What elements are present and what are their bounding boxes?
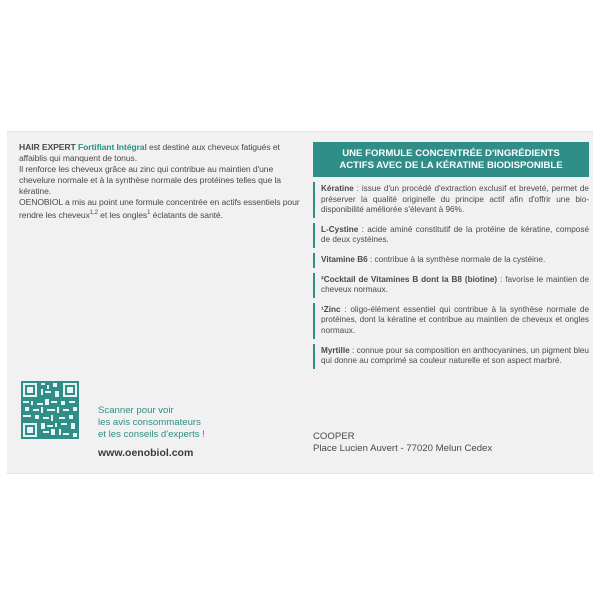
ingredient-name: ¹Zinc <box>321 304 341 314</box>
banner-line-2: ACTIFS AVEC DE LA KÉRATINE BIODISPONIBLE <box>339 159 563 171</box>
description-paragraph-3 <box>19 197 303 221</box>
scan-line-3: et les conseils d'experts ! <box>98 429 205 440</box>
ingredient-item <box>313 182 589 218</box>
ingredient-name: Kératine <box>321 184 354 193</box>
ingredient-item <box>313 273 589 298</box>
description-text-3a: OENOBIOL a mis au point une formule concentrée en actifs essentiels pour rendre les cheveux <box>19 197 300 220</box>
ingredient-item <box>313 223 589 248</box>
qr-code-icon[interactable] <box>21 381 79 439</box>
footnote-ref: 1,2 <box>89 210 98 216</box>
company-address: Place Lucien Auvert - 77020 Melun Cedex <box>313 443 493 454</box>
product-info-panel <box>7 131 593 474</box>
scan-line-2: les avis consommateurs <box>98 417 201 428</box>
scan-prompt <box>98 405 205 441</box>
ingredient-name: Vitamine B6 <box>321 254 368 264</box>
company-name: COOPER <box>313 431 355 442</box>
product-name: Fortifiant Intégral <box>77 142 147 152</box>
website-link[interactable]: www.oenobiol.com <box>98 447 194 459</box>
ingredient-item <box>313 303 589 339</box>
ingredient-item <box>313 253 589 268</box>
description-text-3b: et les ongles <box>97 209 148 220</box>
ingredients-list <box>313 182 589 374</box>
ingredient-item <box>313 344 589 369</box>
scan-line-1: Scanner pour voir <box>98 405 174 416</box>
description-text-3c: éclatants de santé. <box>150 209 223 220</box>
qr-code-graphic <box>21 381 79 439</box>
ingredient-description: : connue pour sa composition en anthocyanines, un pigment bleu qui donne au comprimé sa couleur naturelle et son aspect marbré. <box>321 345 589 366</box>
ingredient-description: : issue d'un procédé d'extraction exclusif et breveté, permet de préserver la qualité originelle du principe actif afin d'offrir une bio-disponibilité améliorée s'élevant à 96%. <box>321 184 589 215</box>
ingredient-description: : contribue à la synthèse normale de la cystéine. <box>367 254 546 264</box>
company-info <box>313 431 492 455</box>
product-description <box>19 142 303 221</box>
ingredient-description: : acide aminé constitutif de la protéine de kératine, composé de deux cystéines. <box>321 224 589 245</box>
brand-name: HAIR EXPERT <box>19 142 76 152</box>
ingredient-description: : oligo-élément essentiel qui contribue à la synthèse normale de protéines, dont la kératine et contribue au maintien de cheveux et ongles normaux. <box>321 304 589 335</box>
ingredient-name: ²Cocktail de Vitamines B dont la B8 (biotine) <box>321 274 498 284</box>
ingredient-name: L-Cystine <box>321 224 359 234</box>
ingredient-description: : favorise le maintien de cheveux normaux. <box>321 274 589 295</box>
description-paragraph-2: Il renforce les cheveux grâce au zinc qui contribue au maintien d'une chevelure normale et à la synthèse normale des protéines telles que la kératine. <box>19 164 281 196</box>
description-text-1: est destiné aux cheveux fatigués et affaiblis qui manquent de tonus. <box>19 142 280 163</box>
footnote-ref: 1 <box>147 210 151 216</box>
formula-banner <box>313 142 589 177</box>
description-paragraph-1 <box>19 142 303 164</box>
ingredient-name: Myrtille <box>321 345 350 355</box>
banner-line-1: UNE FORMULE CONCENTRÉE D'INGRÉDIENTS <box>342 147 560 159</box>
